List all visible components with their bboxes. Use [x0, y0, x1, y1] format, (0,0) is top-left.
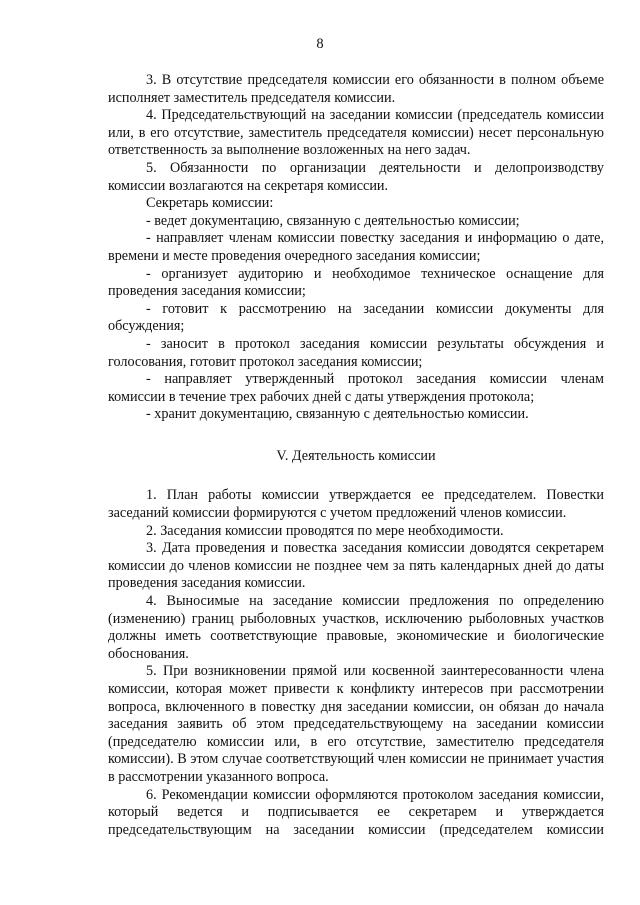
section-v-heading: V. Деятельность комиссии	[276, 447, 436, 464]
secretary-duty-item: - готовит к рассмотрению на заседании комиссии документы для обсуждения;	[108, 300, 604, 335]
secretary-duty-item: - заносит в протокол заседания комиссии результаты обсуждения и голосования, готовит протокол заседания комиссии;	[108, 335, 604, 370]
body-text	[108, 72, 604, 839]
secretary-duties-intro: Секретарь комиссии:	[146, 195, 274, 212]
page-number: 8	[316, 36, 324, 52]
paragraph-v-6: 6. Рекомендации комиссии оформляются протоколом заседания комиссии, который ведется и подписывается ее секретарем и утверждается председательствующим на заседании комиссии (председателем комиссии	[108, 786, 604, 838]
paragraph-iv-5: 5. Обязанности по организации деятельности и делопроизводству комиссии возлагаются на секретаря комиссии.	[108, 159, 604, 194]
paragraph-v-2: 2. Заседания комиссии проводятся по мере необходимости.	[146, 522, 504, 539]
secretary-duty-item: - организует аудиторию и необходимое техническое оснащение для проведения заседания комиссии;	[108, 265, 604, 300]
secretary-duty-item: - направляет членам комиссии повестку заседания и информацию о дате, времени и месте проведения очередного заседания комиссии;	[108, 230, 604, 264]
paragraph-v-5: 5. При возникновении прямой или косвенной заинтересованности члена комиссии, которая может привести к конфликту интересов при рассмотрении вопроса, включенного в повестку дня заседании комиссии, он обязан до начала заседания заявить об этом председательствующему на заседании комиссии (председателю комиссии или, в его отсутствие, заместителю председателя комиссии). В этом случае соответствующий член комиссии не принимает участия в рассмотрении указанного вопроса.	[108, 663, 604, 785]
secretary-duty-item: - ведет документацию, связанную с деятельностью комиссии;	[146, 212, 520, 229]
secretary-duty-item: - направляет утвержденный протокол заседания комиссии членам комиссии в течение трех рабочих дней с даты утверждения протокола;	[108, 371, 604, 405]
paragraph-iv-4: 4. Председательствующий на заседании комиссии (председатель комиссии или, в его отсутствие, заместитель председателя комиссии) несет персональную ответственность за выполнение возложенных на него задач.	[108, 107, 604, 159]
paragraph-v-3: 3. Дата проведения и повестка заседания комиссии доводятся секретарем комиссии до членов комиссии не позднее чем за пять календарных дней до даты проведения заседания комиссии.	[108, 540, 604, 592]
paragraph-v-4: 4. Выносимые на заседание комиссии предложения по определению (изменению) границ рыболовных участков, исключению рыболовных участков должны иметь соответствующие правовые, экономические и биологические обоснования.	[108, 593, 604, 662]
paragraph-iv-3: 3. В отсутствие председателя комиссии его обязанности в полном объеме исполняет заместитель председателя комиссии.	[108, 72, 604, 106]
paragraph-v-1: 1. План работы комиссии утверждается ее председателем. Повестки заседаний комиссии формируются с учетом предложений членов комиссии.	[108, 487, 604, 522]
secretary-duty-item: - хранит документацию, связанную с деятельностью комиссии.	[146, 406, 529, 423]
